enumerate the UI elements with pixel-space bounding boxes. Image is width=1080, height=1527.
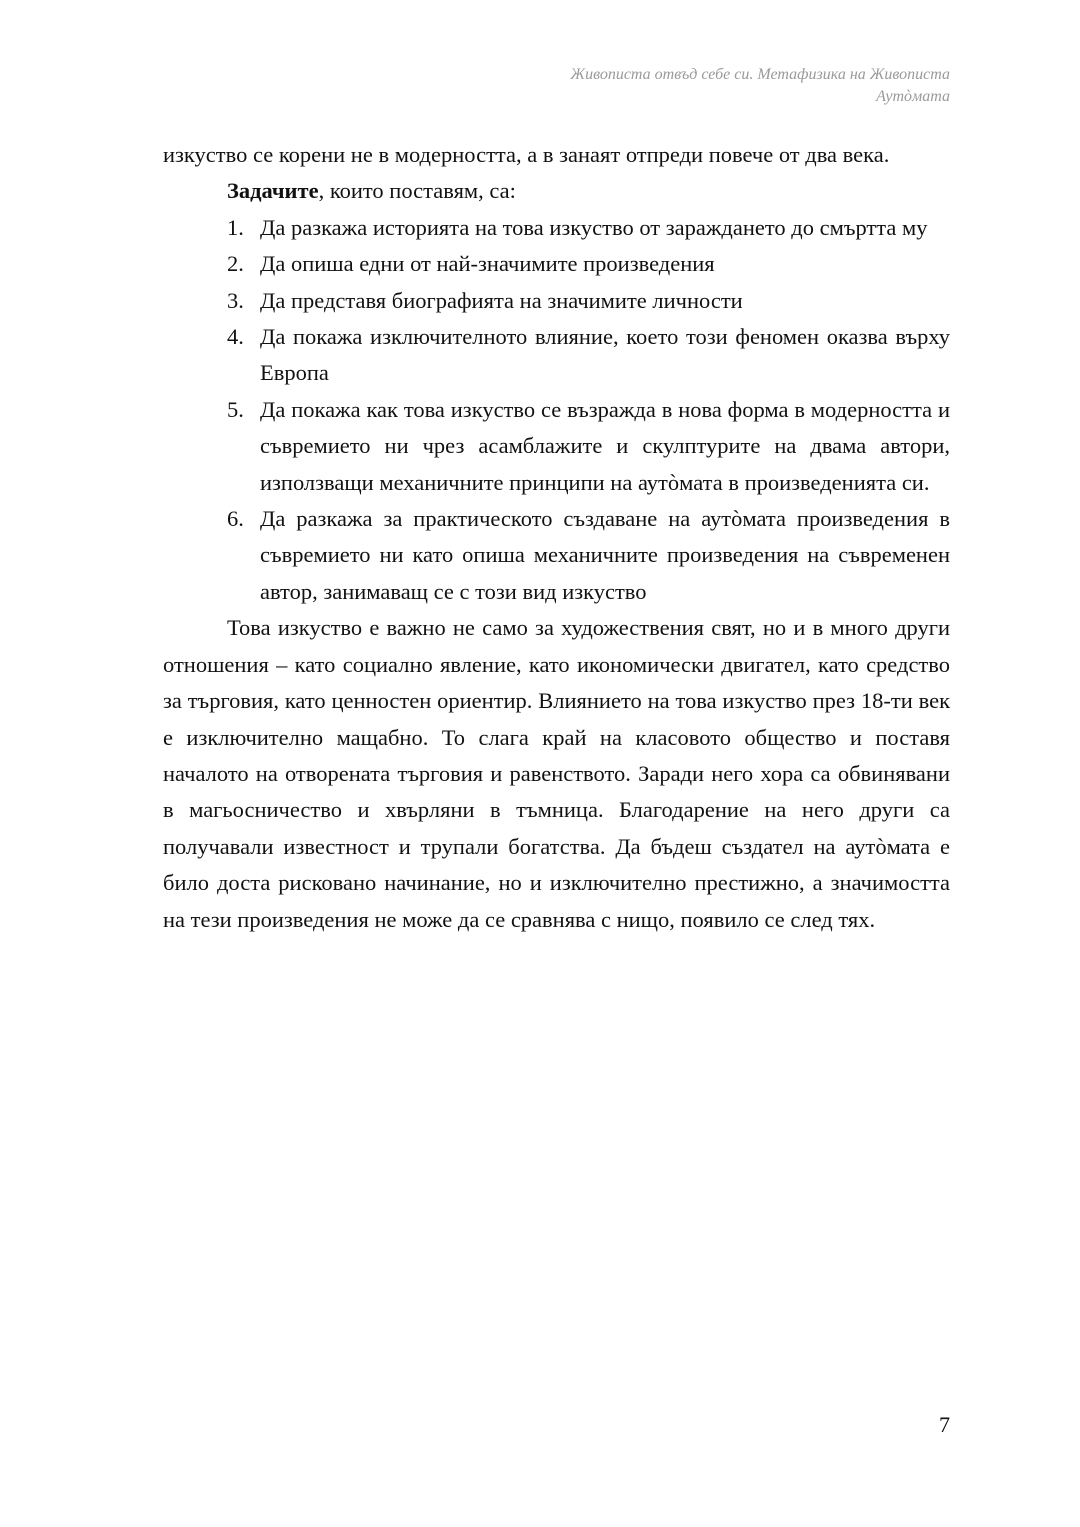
list-item (227, 501, 950, 610)
continuation-paragraph: изкуство се корени не в модерността, а в занаят отпреди повече от два века. (163, 142, 890, 167)
list-item-number: 2. (227, 251, 244, 277)
list-item-number: 1. (227, 214, 244, 240)
page-number: 7 (939, 1412, 950, 1437)
tasks-list (163, 210, 950, 610)
list-item (227, 392, 950, 501)
list-item-number: 6. (227, 506, 244, 532)
list-item-number: 5. (227, 396, 244, 422)
closing-paragraph: Това изкуство е важно не само за художествения свят, но и в много други отношения – като социално явление, като икономически двигател, като средство за търговия, като ценностен ориентир. Влиянието на това изкуство през 18-ти век е изключително мащабно. То слага край на класовото общество и поставя началото на отворената търговия и равенството. Заради него хора са обвинявани в магьосничество и хвърляни в тъмница. Благодарение на него други са получавали известност и трупали богатства. Да бъдеш създател на аутòмата е било доста рисковано начинание, но и изключително престижно, а значимостта на тези произведения не може да се сравнява с нищо, появило се след тях. (163, 615, 950, 932)
running-header-subtitle: Аутòмата (876, 88, 950, 105)
page-body (163, 137, 950, 938)
list-item (227, 246, 950, 282)
list-item-text: Да разкажа историята на това изкуство от зараждането до смъртта му (260, 214, 928, 240)
list-item (227, 319, 950, 392)
tasks-intro-text: , които поставям, са: (318, 178, 516, 204)
running-header (250, 64, 950, 108)
tasks-intro-bold: Задачите (227, 178, 319, 204)
list-item-text: Да покажа как това изкуство се възражда в нова форма в модерността и съвремието ни чрез асамблажите и скулптурите на двама автори, използващи механичните принципи на аутòмата в произведенията си. (260, 396, 950, 495)
tasks-intro (163, 173, 950, 209)
list-item-text: Да опиша едни от най-значимите произведения (260, 251, 715, 277)
list-item-text: Да покажа изключителното влияние, което този феномен оказва върху Европа (260, 324, 950, 386)
list-item-text: Да представя биографията на значимите личности (260, 287, 743, 313)
list-item (227, 210, 950, 246)
list-item-number: 3. (227, 287, 244, 313)
list-item-number: 4. (227, 324, 244, 350)
list-item (227, 283, 950, 319)
list-item-text: Да разкажа за практическото създаване на аутòмата произведения в съвремието ни като опиша механичните произведения на съвременен автор, занимаващ се с този вид изкуство (260, 506, 950, 604)
running-header-title: Живописта отвъд себе си. Метафизика на Живописта (570, 66, 950, 83)
